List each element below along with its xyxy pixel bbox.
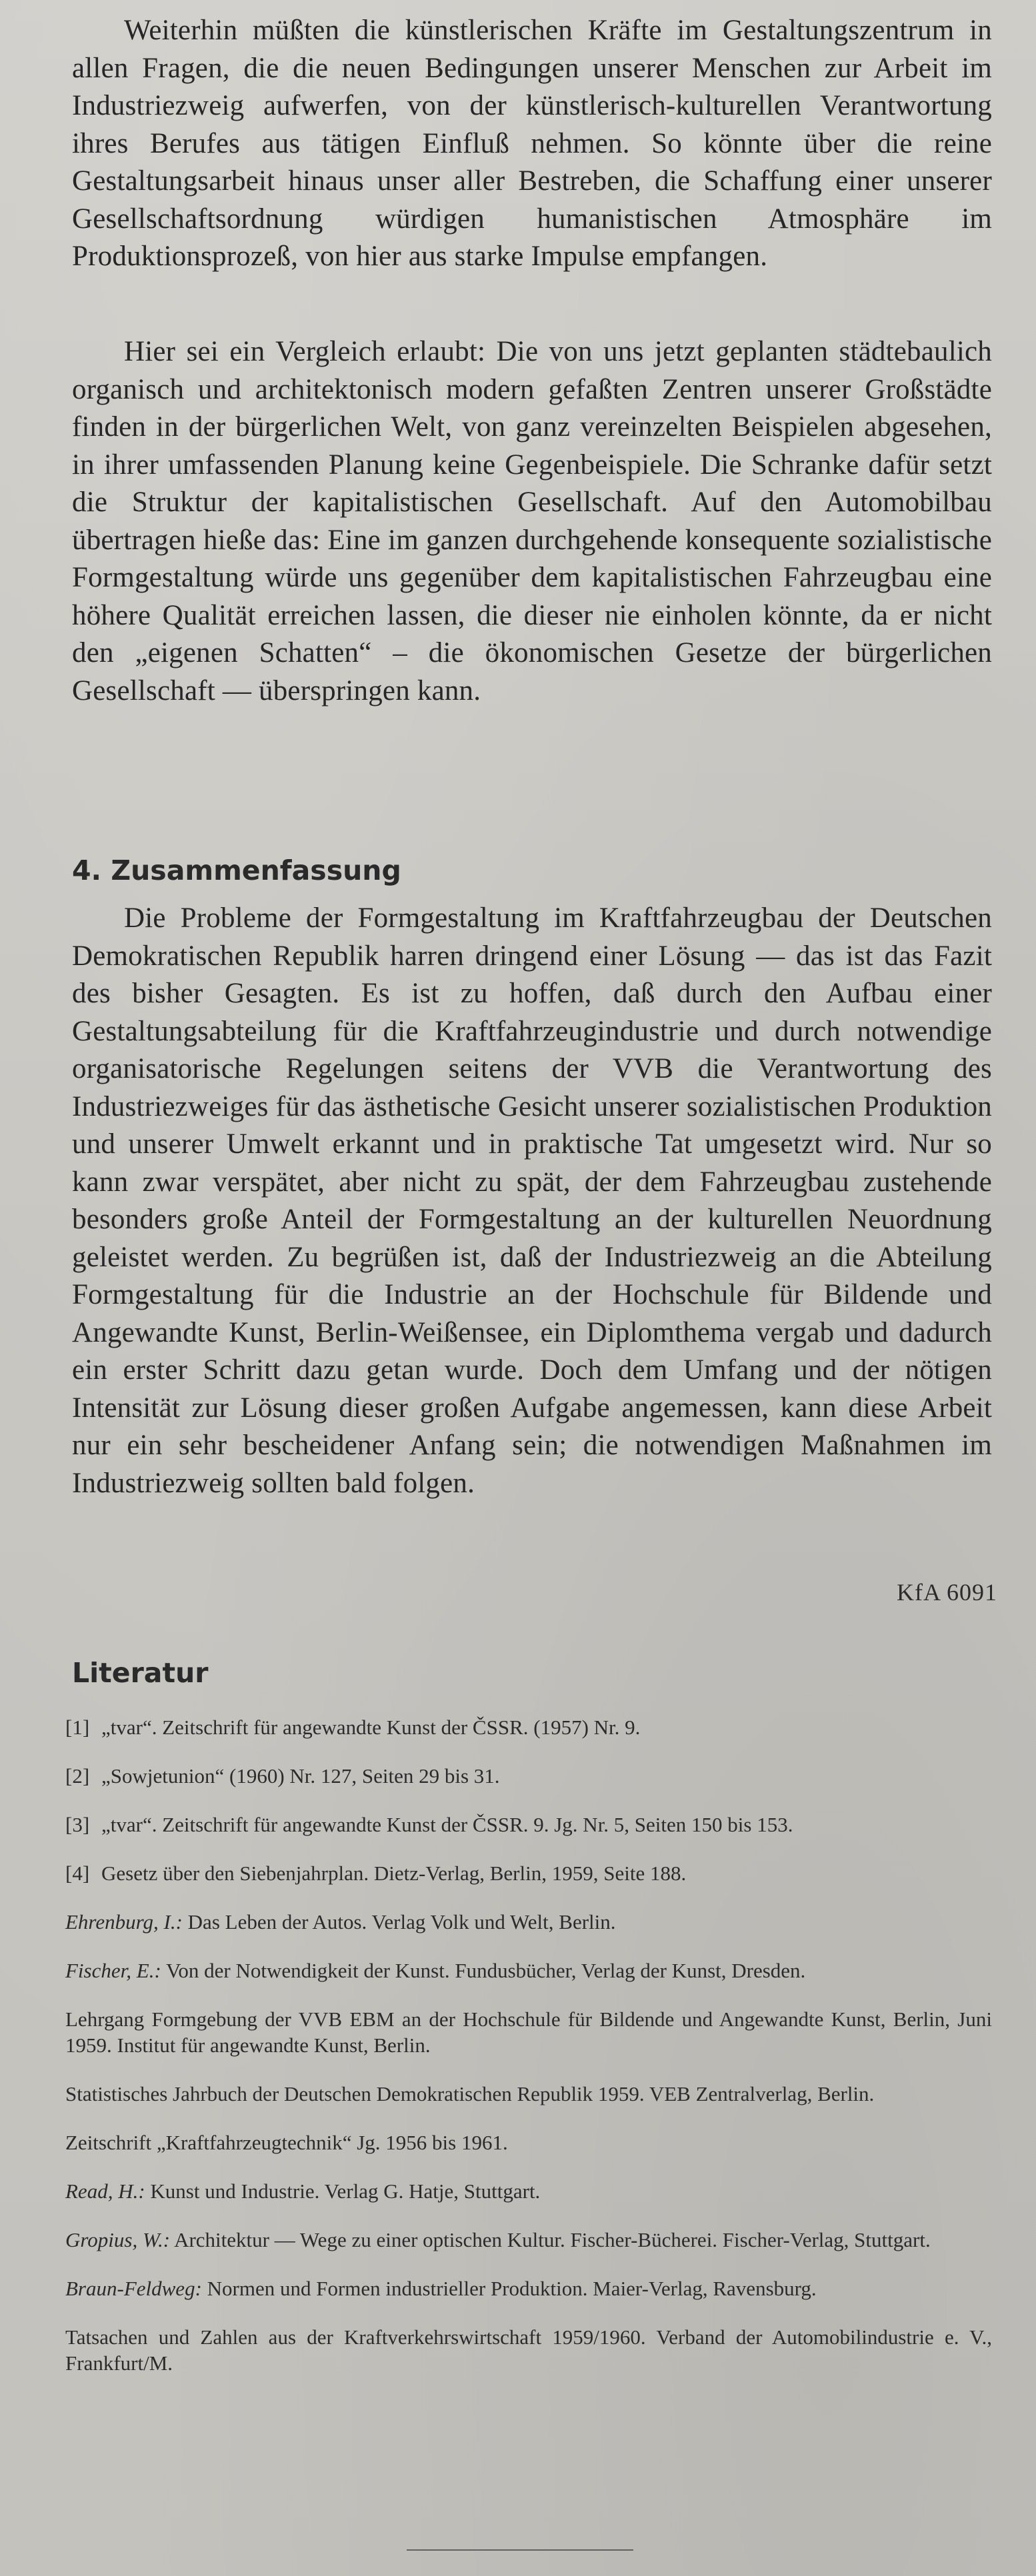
reference-body: „tvar“. Zeitschrift für angewandte Kunst der ČSSR. 9. Jg. Nr. 5, Seiten 150 bis 153. (101, 1813, 793, 1836)
footer-rule (407, 2549, 633, 2551)
reference-body: „Sowjetunion“ (1960) Nr. 127, Seiten 29 bis 31. (101, 1764, 500, 1788)
reference-item (65, 2129, 992, 2155)
reference-item (65, 2275, 992, 2301)
reference-body: Tatsachen und Zahlen aus der Kraftverkehrswirtschaft 1959/1960. Verband der Automobilindustrie e. V., Frankfurt/M. (65, 2325, 992, 2375)
reference-text (65, 2081, 992, 2107)
reference-author: Ehrenburg, I.: (65, 1910, 183, 1933)
reference-item (65, 2324, 992, 2376)
paragraph-3 (72, 900, 992, 1502)
section-heading-literature: Literatur (72, 1657, 209, 1689)
reference-body: Statistisches Jahrbuch der Deutschen Demokratischen Republik 1959. VEB Zentralverlag, Berlin. (65, 2082, 875, 2105)
reference-item (65, 1909, 992, 1935)
reference-body: Von der Notwendigkeit der Kunst. Fundusbücher, Verlag der Kunst, Dresden. (165, 1959, 806, 1982)
reference-body: Gesetz über den Siebenjahrplan. Dietz-Verlag, Berlin, 1959, Seite 188. (101, 1862, 687, 1885)
reference-body: Architektur — Wege zu einer optischen Kultur. Fischer-Bücherei. Fischer-Verlag, Stuttgart. (174, 2228, 931, 2251)
reference-item (65, 2178, 992, 2204)
reference-author: Fischer, E.: (65, 1959, 161, 1982)
reference-list (65, 1714, 992, 2399)
reference-number: [4] (65, 1862, 90, 1885)
reference-body: Zeitschrift „Kraftfahrzeugtechnik“ Jg. 1956 bis 1961. (65, 2131, 508, 2154)
reference-text (65, 1909, 992, 1935)
reference-text (65, 2129, 992, 2155)
reference-text (65, 2006, 992, 2058)
reference-body: Das Leben der Autos. Verlag Volk und Welt, Berlin. (187, 1910, 616, 1933)
reference-body: Normen und Formen industrieller Produktion. Maier-Verlag, Ravensburg. (207, 2277, 817, 2300)
reference-text (65, 2324, 992, 2376)
reference-number: [2] (65, 1764, 90, 1788)
paragraph-2-text: Hier sei ein Vergleich erlaubt: Die von uns jetzt geplanten städtebaulich organisch und architektonisch modern gefaßten Zentren unserer Großstädte finden in der bürgerlichen Welt, von ganz vereinzelten Beispielen abgesehen, in ihrer umfassenden Planung keine Gegenbeispiele. Die Schranke dafür setzt die Struktur der kapitalistischen Gesellschaft. Auf den Automobilbau übertragen hieße das: Eine im ganzen durchgehende konsequente sozialistische Formgestaltung würde uns gegenüber dem kapitalistischen Fahrzeugbau eine höhere Qualität erreichen lassen, die dieser nie einholen könnte, da er nicht den „eigenen Schatten“ – die ökonomischen Gesetze der bürgerlichen Gesellschaft — überspringen kann. (72, 336, 992, 706)
reference-text (65, 1957, 992, 1983)
reference-body: „tvar“. Zeitschrift für angewandte Kunst der ČSSR. (1957) Nr. 9. (101, 1716, 641, 1739)
paragraph-1 (72, 12, 992, 276)
reference-text (101, 1860, 992, 1886)
reference-number: [3] (65, 1813, 90, 1836)
reference-item (65, 1714, 992, 1740)
reference-text (101, 1714, 992, 1740)
paragraph-2 (72, 333, 992, 710)
reference-code: KfA 6091 (897, 1579, 997, 1606)
reference-number: [1] (65, 1716, 90, 1739)
reference-item (65, 2006, 992, 2058)
reference-body: Lehrgang Formgebung der VVB EBM an der Hochschule für Bildende und Angewandte Kunst, Berlin, Juni 1959. Institut für angewandte Kunst, Berlin. (65, 2007, 992, 2057)
reference-item (65, 2081, 992, 2107)
reference-item (65, 1957, 992, 1983)
reference-text (65, 2275, 992, 2301)
reference-body: Kunst und Industrie. Verlag G. Hatje, Stuttgart. (150, 2179, 541, 2203)
paragraph-1-text: Weiterhin müßten die künstlerischen Kräfte im Gestaltungszentrum in allen Fragen, die die neuen Bedingungen unserer Menschen zur Arbeit im Industriezweig aufwerfen, von der künstlerisch-kulturellen Verantwortung ihres Berufes aus tätigen Einfluß nehmen. So könnte über die reine Gestaltungsarbeit hinaus unser aller Bestreben, die Schaffung einer unserer Gesellschaftsordnung würdigen humanistischen Atmosphäre im Produktionsprozeß, von hier aus starke Impulse empfangen. (72, 15, 992, 272)
reference-text (65, 2178, 992, 2204)
paragraph-3-text: Die Probleme der Formgestaltung im Kraftfahrzeugbau der Deutschen Demokratischen Republik harren dringend einer Lösung — das ist das Fazit des bisher Gesagten. Es ist zu hoffen, daß durch den Aufbau einer Gestaltungsabteilung für die Kraftfahrzeugindustrie und durch notwendige organisatorische Regelungen seitens der VVB die Verantwortung des Industriezweiges für das ästhetische Gesicht unserer sozialistischen Produktion und unserer Umwelt erkannt und in praktische Tat umgesetzt wird. Nur so kann zwar verspätet, aber nicht zu spät, der dem Fahrzeugbau zustehende besonders große Anteil der Formgestaltung an der kulturellen Neuordnung geleistet werden. Zu begrüßen ist, daß der Industriezweig an die Abteilung Formgestaltung für die Industrie an der Hochschule für Bildende und Angewandte Kunst, Berlin-Weißensee, ein Diplomthema vergab und dadurch ein erster Schritt dazu getan wurde. Doch dem Umfang und der nötigen Intensität zur Lösung dieser großen Aufgabe angemessen, kann diese Arbeit nur ein sehr bescheidener Anfang sein; die notwendigen Maßnahmen im Industriezweig sollten bald folgen. (72, 902, 992, 1499)
reference-text (101, 1812, 992, 1838)
reference-item (65, 1763, 992, 1789)
reference-item (65, 1812, 992, 1838)
reference-text (65, 2227, 992, 2253)
reference-author: Gropius, W.: (65, 2228, 171, 2251)
reference-item (65, 2227, 992, 2253)
reference-author: Read, H.: (65, 2179, 145, 2203)
reference-author: Braun-Feldweg: (65, 2277, 202, 2300)
reference-item (65, 1860, 992, 1886)
section-heading-summary: 4. Zusammenfassung (72, 854, 401, 886)
reference-text (101, 1763, 992, 1789)
